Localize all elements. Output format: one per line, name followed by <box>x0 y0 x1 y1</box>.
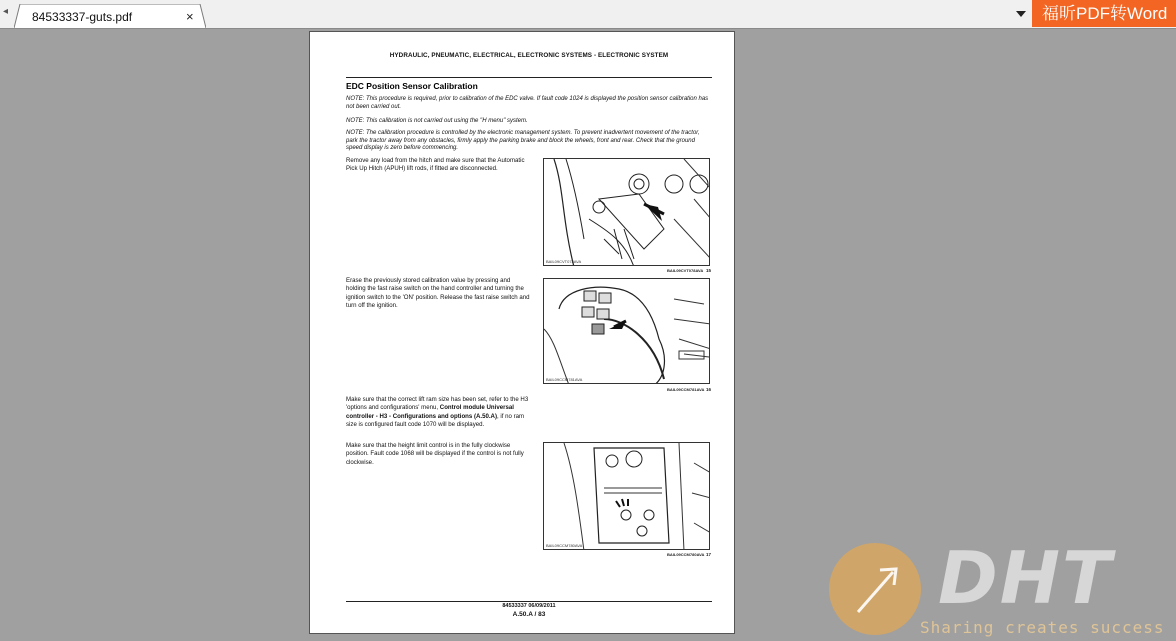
step-3-text-a: Make sure that the correct lift ram size has been set, refer to the H3 'options and configurations' menu, <box>346 396 529 412</box>
figure-15-ref: BAIL09CVT078AVA <box>667 268 704 273</box>
step-4: Make sure that the height limit control is in the fully clockwise position. Fault code 1068 will be displayed if the control is not fully clockwise. <box>346 442 524 466</box>
figure-15-code: BAIL09CVT078AVA <box>546 259 582 264</box>
close-icon[interactable]: × <box>186 9 194 24</box>
figure-16-number: 16 <box>706 387 712 392</box>
step-3-link[interactable]: Control module Universal controller - H3 - Configurations and options (A.50.A) <box>346 404 514 420</box>
document-tab[interactable] <box>14 4 206 28</box>
figure-16 <box>543 278 710 384</box>
control-panel-illustration <box>544 443 710 550</box>
figure-17 <box>543 442 710 550</box>
note-3: NOTE: The calibration procedure is controlled by the electronic management system. To prevent inadvertent movement of the tractor, park the tractor away from any obstacles, firmly apply the parking brake and block the wheels, front and rear. Check that the ground speed display is zero before commencing. <box>346 130 700 152</box>
tab-bar <box>0 0 1176 29</box>
watermark-logo-icon <box>828 542 923 637</box>
figure-17-number: 17 <box>706 552 712 557</box>
footer-page-number: A.50.A / 83 <box>512 611 546 618</box>
figure-16-code: BAIL09CCM781AVA <box>546 377 583 382</box>
chevron-down-icon[interactable] <box>1015 8 1027 20</box>
step-2: Erase the previously stored calibration value by pressing and holding the fast raise switch on the hand controller and turning the ignition switch to the 'ON' position. Release the fast raise switch and turn off the ignition. <box>346 277 530 309</box>
step-3 <box>346 396 530 429</box>
promo-banner[interactable]: 福昕PDF转Word <box>1032 0 1176 27</box>
pdf-page <box>309 31 735 634</box>
figure-15-number: 15 <box>706 268 712 273</box>
figure-15 <box>543 158 710 266</box>
footer-document-code: 84533337 06/09/2011 <box>502 603 556 609</box>
dht-watermark <box>828 536 1176 641</box>
note-2: NOTE: This calibration is not carried out using the "H menu" system. <box>346 118 528 124</box>
figure-17-ref: BAIL09CCM780AVA <box>667 552 705 557</box>
page-title: EDC Position Sensor Calibration <box>346 81 478 91</box>
footer-divider <box>346 601 712 602</box>
watermark-title: DHT <box>938 536 1114 620</box>
step-3-text-c: , if no ram size is configured fault code 1070 will be displayed. <box>346 412 525 428</box>
step-1: Remove any load from the hitch and make sure that the Automatic Pick Up Hitch (APUH) lift rods, if fitted are disconnected. <box>346 157 525 173</box>
page-header: HYDRAULIC, PNEUMATIC, ELECTRICAL, ELECTRONIC SYSTEMS - ELECTRONIC SYSTEM <box>389 52 669 59</box>
hand-controller-illustration <box>544 279 710 384</box>
note-1: NOTE: This procedure is required, prior to calibration of the EDC valve. If fault code 1024 is displayed the position sensor calibration has not been carried out. <box>346 96 709 110</box>
figure-16-ref: BAIL09CCM781AVA <box>667 387 705 392</box>
header-divider <box>346 77 712 78</box>
watermark-subtitle: Sharing creates success <box>920 618 1165 637</box>
back-arrow-icon[interactable]: ◂ <box>3 6 9 17</box>
tab-label: 84533337-guts.pdf <box>32 10 133 24</box>
hitch-illustration <box>544 159 710 266</box>
figure-17-code: BAIL09CCM780AVA <box>546 543 583 548</box>
